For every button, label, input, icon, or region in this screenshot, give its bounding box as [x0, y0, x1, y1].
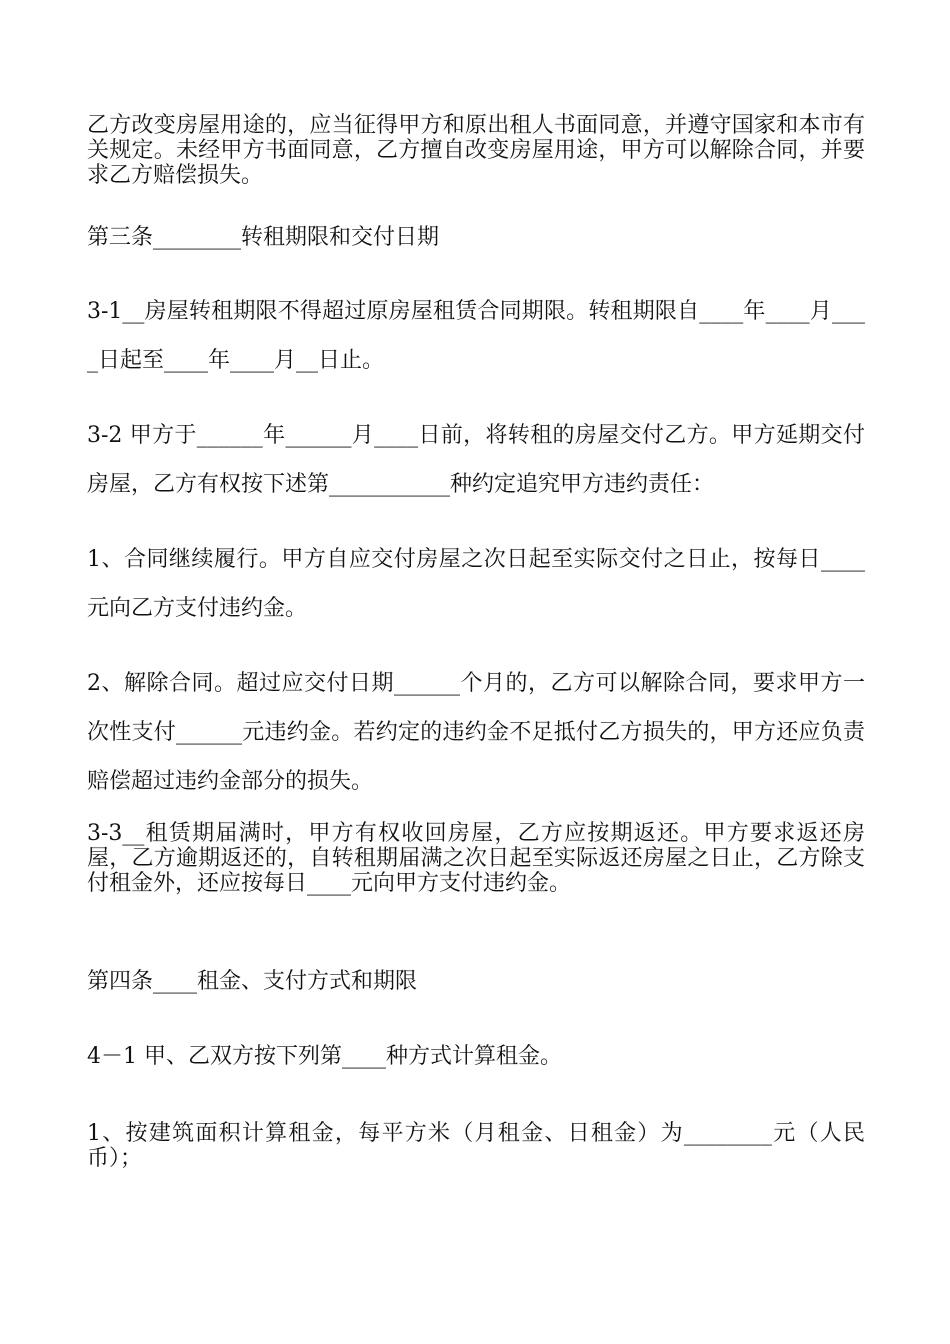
- paragraph-use-change: 乙方改变房屋用途的，应当征得甲方和原出租人书面同意，并遵守国家和本市有关规定。未经甲方书面同意，乙方擅自改变房屋用途，甲方可以解除合同，并要求乙方赔偿损失。: [87, 113, 865, 188]
- rent-method-1: 1、按建筑面积计算租金，每平方米（月租金、日租金）为________元（人民币）；: [87, 1121, 865, 1171]
- article-four-heading: 第四条____租金、支付方式和期限: [87, 969, 418, 994]
- option-1-continue-contract: 1、合同继续履行。甲方自应交付房屋之次日起至实际交付之日止，按每日____元向乙方支付违约金。: [87, 547, 865, 621]
- clause-3-1: 3-1__房屋转租期限不得超过原房屋租赁合同期限。转租期限自____年____月____日起至____年____月__日止。: [87, 299, 865, 373]
- clause-3-2: 3-2 甲方于______年______月____日前，将转租的房屋交付乙方。甲方延期交付房屋，乙方有权按下述第___________种约定追究甲方违约责任：: [87, 423, 865, 497]
- clause-3-3: 3-3__租赁期届满时，甲方有权收回房屋，乙方应按期返还。甲方要求返还房屋，乙方逾期返还的，自转租期届满之次日起至实际返还房屋之日止，乙方除支付租金外，还应按每日____元向甲方支付违约金。: [87, 821, 865, 896]
- clause-4-1: 4－1 甲、乙双方按下列第____种方式计算租金。: [87, 1044, 562, 1069]
- article-three-heading: 第三条________转租期限和交付日期: [87, 225, 440, 250]
- option-2-terminate-contract: 2、解除合同。超过应交付日期______个月的，乙方可以解除合同，要求甲方一次性支付______元违约金。若约定的违约金不足抵付乙方损失的，甲方还应负责赔偿超过违约金部分的损失。: [87, 671, 865, 794]
